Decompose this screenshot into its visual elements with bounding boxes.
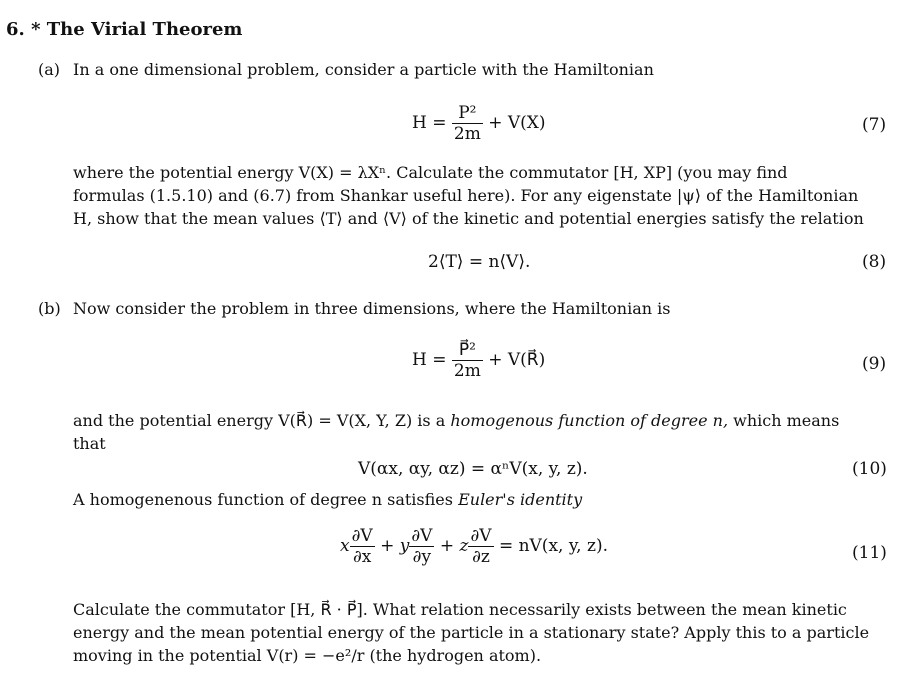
eq9-fraction <box>452 340 483 381</box>
eq11-den: ∂x <box>352 547 372 567</box>
euler-line <box>73 488 582 511</box>
eq7-denominator: 2m <box>453 124 481 144</box>
eq11-den: ∂z <box>472 547 490 567</box>
cropped-previous-line <box>0 0 901 6</box>
final-paragraph <box>73 598 897 667</box>
final-line: energy and the mean potential energy of the particle in a stationary state? Apply this to a particle <box>73 623 870 642</box>
problem-star: * <box>31 19 41 40</box>
eq9-rest: + V(R⃗) <box>488 350 546 370</box>
part-b-label: (b) <box>38 299 61 318</box>
equation-7 <box>412 103 546 144</box>
homogeneous-line-2: that <box>73 434 106 453</box>
homog-text-end: which means <box>728 411 840 430</box>
eq11-number: (11) <box>852 543 887 563</box>
part-a-body-line: formulas (1.5.10) and (6.7) from Shankar useful here). For any eigenstate |ψ⟩ of the Hamiltonian <box>73 186 859 205</box>
euler-emphasis: Euler's identity <box>458 490 583 509</box>
eq9-number: (9) <box>862 354 887 374</box>
eq11-plus: + <box>439 536 455 556</box>
eq9-denominator: 2m <box>453 361 481 381</box>
eq11-z: z <box>459 536 469 556</box>
euler-text: A homogenenous function of degree n satisfies <box>73 490 459 509</box>
eq11-x: x <box>340 536 350 556</box>
equation-11 <box>340 526 608 567</box>
eq11-frac-x <box>350 526 375 567</box>
eq11-y: y <box>399 536 410 556</box>
eq7-lhs: H = <box>412 113 447 133</box>
homogeneous-paragraph <box>73 409 897 455</box>
problem-title: The Virial Theorem <box>46 19 243 40</box>
equation-10: V(αx, αy, αz) = αⁿV(x, y, z). <box>358 459 588 479</box>
eq9-lhs: H = <box>412 350 447 370</box>
eq10-number: (10) <box>852 459 887 479</box>
eq7-number: (7) <box>862 115 887 135</box>
part-b-intro: Now consider the problem in three dimensions, where the Hamiltonian is <box>73 299 671 318</box>
problem-heading <box>6 19 242 40</box>
homog-text: and the potential energy V(R⃗) = V(X, Y, Z) is a <box>73 411 451 430</box>
part-a-body <box>73 161 897 230</box>
eq11-rhs: = nV(x, y, z). <box>498 536 608 556</box>
eq11-frac-z <box>468 526 493 567</box>
eq11-den: ∂y <box>412 547 432 567</box>
eq9-numerator: P⃗² <box>452 340 483 361</box>
eq11-num: ∂V <box>470 526 492 546</box>
final-line: Calculate the commutator [H, R⃗ · P⃗]. What relation necessarily exists between the mean kinetic <box>73 600 847 619</box>
problem-number: 6. <box>6 19 25 40</box>
homog-emphasis: homogenous function of degree n, <box>450 411 729 430</box>
eq7-rest: + V(X) <box>488 113 546 133</box>
eq7-fraction <box>452 103 483 144</box>
eq11-frac-y <box>409 526 434 567</box>
equation-8: 2⟨T⟩ = n⟨V⟩. <box>428 252 531 272</box>
eq8-number: (8) <box>862 252 887 272</box>
eq11-plus: + <box>380 536 395 556</box>
eq11-num: ∂V <box>411 526 433 546</box>
part-a-intro: In a one dimensional problem, consider a particle with the Hamiltonian <box>73 60 654 79</box>
part-a-body-line: where the potential energy V(X) = λXⁿ. Calculate the commutator [H, XP] (you may find <box>73 163 788 182</box>
homogeneous-line-1 <box>73 409 897 432</box>
part-a-label: (a) <box>38 60 61 79</box>
final-line: moving in the potential V(r) = −e²/r (the hydrogen atom). <box>73 646 542 665</box>
eq7-numerator: P² <box>452 103 483 124</box>
part-a-body-line: H, show that the mean values ⟨T⟩ and ⟨V⟩ of the kinetic and potential energies satisfy the relation <box>73 209 864 228</box>
eq11-num: ∂V <box>351 526 373 546</box>
equation-9 <box>412 340 545 381</box>
